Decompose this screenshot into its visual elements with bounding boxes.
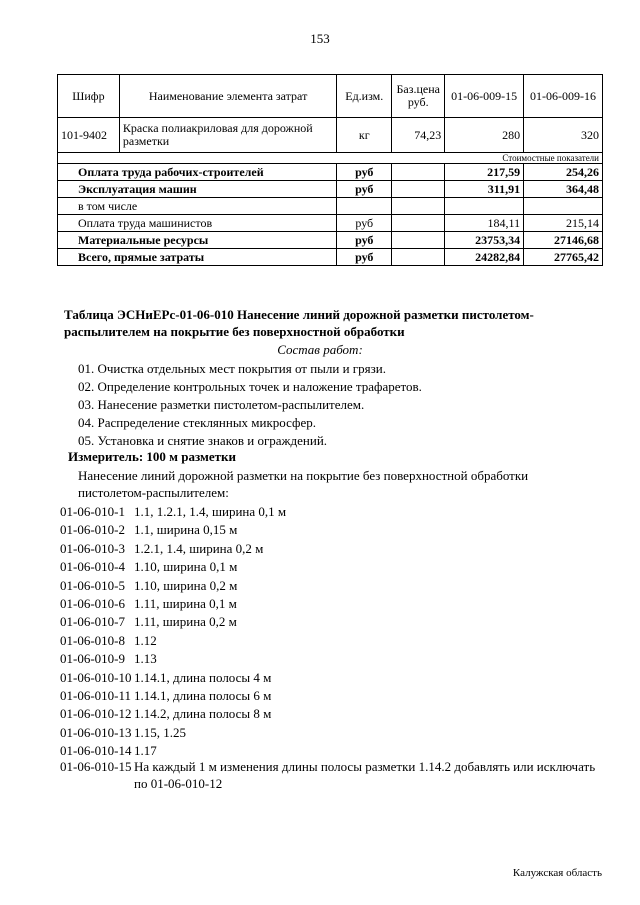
item-text: 1.11, ширина 0,2 м [134, 614, 237, 630]
item-code: 01-06-010-6 [60, 596, 125, 612]
row-label: Материальные ресурсы [58, 232, 337, 249]
header-unit: Ед.изм. [337, 75, 392, 118]
row-value-2: 27765,42 [524, 249, 603, 266]
item-text: 1.1, ширина 0,15 м [134, 522, 238, 538]
item-text: 1.14.1, длина полосы 6 м [134, 688, 272, 704]
item-text: 1.10, ширина 0,2 м [134, 577, 238, 593]
item-text: 1.17 [134, 743, 157, 759]
row-empty [392, 249, 445, 266]
table-header-row [58, 75, 603, 118]
row-value-1: 184,11 [445, 215, 524, 232]
list-item [60, 540, 286, 558]
material-value-1: 280 [445, 118, 524, 153]
row-unit: руб [337, 215, 392, 232]
list-item [60, 687, 286, 705]
material-name: Краска полиакриловая для дорожной разметки [119, 118, 336, 153]
row-empty [392, 164, 445, 181]
row-value-1: 217,59 [445, 164, 524, 181]
item-text: 1.10, ширина 0,1 м [134, 559, 238, 575]
item-code: 01-06-010-1 [60, 504, 125, 519]
item-text: 1.14.2, длина полосы 8 м [134, 706, 272, 722]
list-item [60, 650, 286, 668]
cost-table [57, 74, 603, 266]
item-code: 01-06-010-13 [60, 724, 132, 740]
material-price: 74,23 [392, 118, 445, 153]
subheader-row [58, 153, 603, 164]
list-item [60, 758, 595, 775]
footer-region: Калужская область [512, 867, 602, 879]
material-value-2: 320 [524, 118, 603, 153]
header-name: Наименование элемента затрат [119, 75, 336, 118]
list-item [60, 503, 286, 521]
row-empty [392, 232, 445, 249]
item-code: 01-06-010-15 [60, 759, 132, 774]
row-value-2: 364,48 [524, 181, 603, 198]
table-row [58, 118, 603, 153]
list-item [60, 705, 286, 723]
row-empty [392, 215, 445, 232]
list-item [60, 595, 286, 613]
row-unit: руб [337, 249, 392, 266]
item-code: 01-06-010-11 [60, 688, 132, 704]
codes-list [60, 503, 286, 761]
row-value-1: 23753,34 [445, 232, 524, 249]
row-label: Оплата труда машинистов [58, 215, 337, 232]
row-unit [337, 198, 392, 215]
header-col-2: 01-06-009-16 [524, 75, 603, 118]
row-value-2: 254,26 [524, 164, 603, 181]
item-code: 01-06-010-3 [60, 540, 125, 556]
subheader-label: Стоимостные показатели [58, 153, 603, 164]
header-col-1: 01-06-009-15 [445, 75, 524, 118]
row-value-1: 24282,84 [445, 249, 524, 266]
row-value-2: 27146,68 [524, 232, 603, 249]
row-value-2: 215,14 [524, 215, 603, 232]
row-empty [392, 181, 445, 198]
works-list [78, 360, 422, 450]
measure-unit: Измеритель: 100 м разметки [68, 449, 237, 464]
item-code: 01-06-010-8 [60, 632, 125, 648]
table-row [58, 232, 603, 249]
row-label: Эксплуатация машин [58, 181, 337, 198]
item-text: 1.1, 1.2.1, 1.4, ширина 0,1 м [134, 504, 287, 519]
material-unit: кг [337, 118, 392, 153]
row-label: в том числе [58, 198, 337, 215]
extra-item [60, 758, 595, 792]
material-code: 101-9402 [58, 118, 120, 153]
row-value-1 [445, 198, 524, 215]
row-unit: руб [337, 164, 392, 181]
item-code: 01-06-010-9 [60, 651, 125, 667]
item-text: На каждый 1 м изменения длины полосы разметки 1.14.2 добавлять или исключать [134, 759, 596, 774]
item-text: 1.15, 1.25 [134, 724, 186, 740]
row-value-2 [524, 198, 603, 215]
table-row [58, 181, 603, 198]
item-code: 01-06-010-10 [60, 669, 132, 685]
item-code: 01-06-010-4 [60, 559, 125, 575]
list-item [60, 577, 286, 595]
item-text: 1.11, ширина 0,1 м [134, 596, 237, 612]
item-continuation: по 01-06-010-12 [134, 776, 223, 791]
header-price: Баз.цена руб. [392, 75, 445, 118]
table-row [58, 164, 603, 181]
item-text: 1.13 [134, 651, 157, 667]
row-value-1: 311,91 [445, 181, 524, 198]
item-code: 01-06-010-7 [60, 614, 125, 630]
item-code: 01-06-010-12 [60, 706, 132, 722]
section-description: Нанесение линий дорожной разметки на покрытие без поверхностной обработки пистолетом-распылителем: [78, 468, 529, 500]
row-unit: руб [337, 181, 392, 198]
table-row [58, 198, 603, 215]
row-label: Оплата труда рабочих-строителей [58, 164, 337, 181]
list-item [60, 632, 286, 650]
list-item: 01. Очистка отдельных мест покрытия от пыли и грязи. [78, 361, 386, 376]
list-item: 04. Распределение стеклянных микросфер. [78, 415, 316, 430]
item-code: 01-06-010-2 [60, 522, 125, 538]
list-item [60, 724, 286, 742]
item-text: 1.2.1, 1.4, ширина 0,2 м [134, 540, 264, 556]
table-row [58, 249, 603, 266]
page-number: 153 [310, 31, 330, 46]
row-label: Всего, прямые затраты [58, 249, 337, 266]
list-item: 02. Определение контрольных точек и наложение трафаретов. [78, 379, 422, 394]
list-item: 05. Установка и снятие знаков и ограждений. [78, 433, 328, 448]
composition-label: Состав работ: [277, 342, 363, 357]
item-code: 01-06-010-14 [60, 743, 132, 759]
item-text: 1.14.1, длина полосы 4 м [134, 669, 272, 685]
item-text: 1.12 [134, 632, 157, 648]
list-item: 03. Нанесение разметки пистолетом-распылителем. [78, 397, 365, 412]
list-item [60, 613, 286, 631]
row-empty [392, 198, 445, 215]
header-code: Шифр [58, 75, 120, 118]
list-item [60, 521, 286, 539]
table-row [58, 215, 603, 232]
list-item [60, 669, 286, 687]
item-code: 01-06-010-5 [60, 577, 125, 593]
row-unit: руб [337, 232, 392, 249]
section-title: Таблица ЭСНиЕРс-01-06-010 Нанесение линий дорожной разметки пистолетом-распылителем на покрытие без поверхностной обработки [64, 307, 534, 339]
list-item [60, 558, 286, 576]
